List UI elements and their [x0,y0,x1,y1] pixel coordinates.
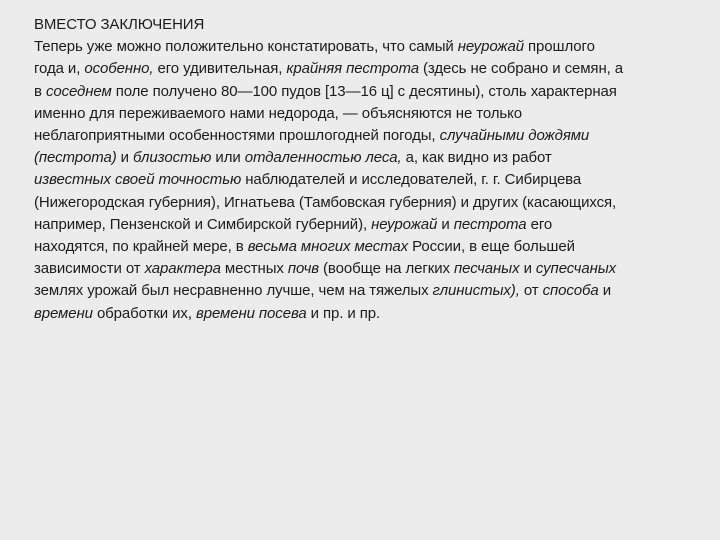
text-run: а, как видно из работ [401,149,552,167]
text-run: года и, [34,60,85,78]
italic-text-run: неурожай [457,38,524,56]
text-run: находятся, по крайней мере, в [34,238,248,256]
text-run: от [519,282,543,300]
text-run: например, Пензенской и Симбирской губерний), [34,215,372,233]
text-line [34,280,694,302]
text-line [34,147,694,169]
text-line [34,236,694,258]
text-run: в [34,82,46,100]
text-line [34,36,694,58]
italic-text-run: почв [287,260,319,278]
italic-text-run: крайняя пестрота [286,60,419,78]
section-heading: ВМЕСТО ЗАКЛЮЧЕНИЯ [34,16,205,33]
text-run: прошлого [523,38,595,56]
text-run: и пр. и пр. [306,304,381,322]
text-run: и [116,149,134,167]
text-run: местных [220,260,288,278]
text-line [34,81,694,103]
text-run: поле получено 80—100 пудов [13—16 ц] с десятины), столь характерная [111,82,617,100]
italic-text-run: пестрота [453,215,527,233]
text-run: (Нижегородская губерния), Игнатьева (Тамбовская губерния) и других (касающихся, [34,193,617,211]
text-line [34,214,694,236]
text-run: (здесь не собрано и семян, а [418,60,624,78]
text-run: и [598,282,611,300]
italic-text-run: способа [542,282,599,300]
text-run: его удивительная, [153,60,287,78]
text-block [34,14,694,325]
italic-text-run: близостью [133,149,212,167]
text-run: зависимости от [34,260,145,278]
text-run: Теперь уже можно положительно констатировать, что самый [34,38,458,56]
italic-text-run: неурожай [371,215,438,233]
text-run: и [437,215,454,233]
text-line [34,169,694,191]
italic-text-run: соседнем [45,82,112,100]
body-paragraph [34,36,694,325]
text-line [34,103,694,125]
text-run: его [526,215,553,233]
italic-text-run: весьма многих местах [247,238,409,256]
text-line [34,192,694,214]
italic-text-run: времени [34,304,93,322]
text-line [34,58,694,80]
italic-text-run: характера [144,260,221,278]
italic-text-run: особенно, [84,60,154,78]
italic-text-run: (пестрота) [34,149,117,167]
text-line [34,125,694,147]
text-line [34,303,694,325]
italic-text-run: песчаных [453,260,520,278]
text-run: (вообще на легких [318,260,454,278]
italic-text-run: супесчаных [535,260,617,278]
italic-text-run: случайными дождями [439,127,590,145]
text-run: и [519,260,536,278]
text-run: обработки их, [92,304,196,322]
text-run: наблюдателей и исследователей, г. г. Сибирцева [241,171,582,189]
italic-text-run: отдаленностью леса, [244,149,402,167]
italic-text-run: известных своей точностью [34,171,242,189]
text-run: землях урожай был несравненно лучше, чем на тяжелых [34,282,433,300]
text-line [34,258,694,280]
italic-text-run: времени посева [195,304,307,322]
text-run: неблагоприятными особенностями прошлогодней погоды, [34,127,440,145]
text-run: именно для переживаемого нами недорода, — объясняются не только [34,104,523,122]
italic-text-run: глинистых), [432,282,520,300]
text-run: России, в еще большей [408,238,575,256]
text-run: или [211,149,245,167]
